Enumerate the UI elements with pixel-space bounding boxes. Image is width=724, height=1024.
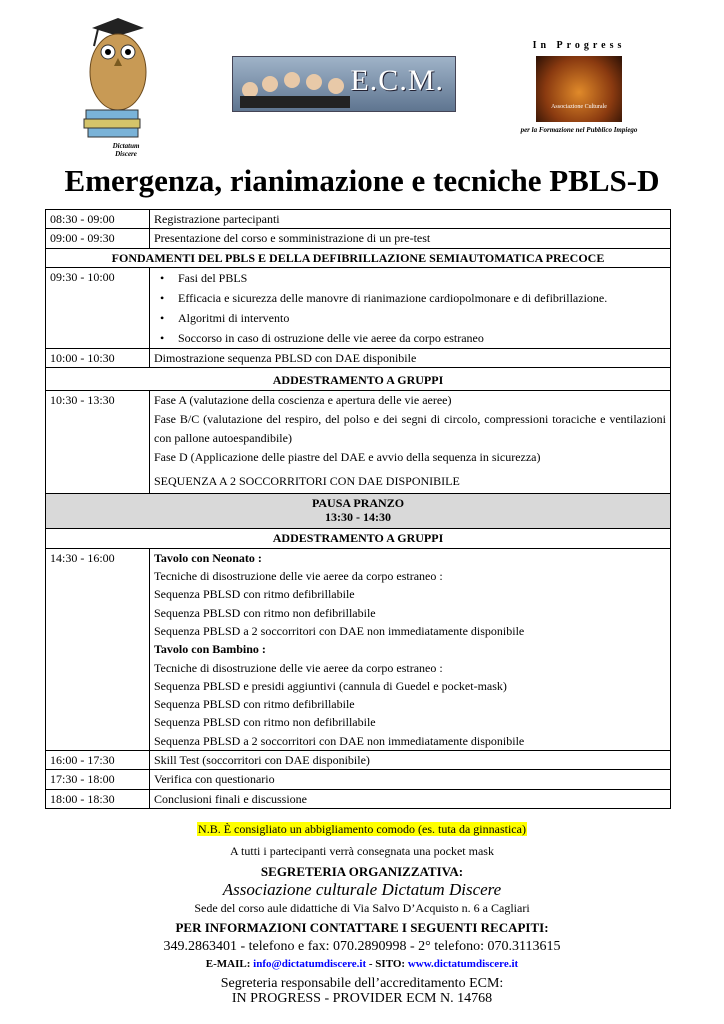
time-cell: 18:00 - 18:30: [46, 789, 150, 808]
table-row: [46, 267, 671, 348]
sede-corso: Sede del corso aule didattiche di Via Salvo D’Acquisto n. 6 a Cagliari: [194, 901, 530, 915]
pocket-mask-note: A tutti i partecipanti verrà consegnata una pocket mask: [230, 844, 494, 858]
website-link[interactable]: www.dictatumdiscere.it: [407, 958, 519, 970]
in-progress-logo: [514, 40, 644, 140]
people-illustration-icon: [236, 60, 354, 108]
sequenza-note: SEQUENZA A 2 SOCCORRITORI CON DAE DISPONIBILE: [154, 474, 460, 489]
fase-d: Fase D (Applicazione delle piastre del DAE e avvio della sequenza in sicurezza): [154, 450, 541, 465]
owl-icon: [78, 14, 158, 160]
time-cell: 16:00 - 17:30: [46, 751, 150, 770]
activity-cell: Presentazione del corso e somministrazione di un pre-test: [150, 229, 671, 248]
time-cell: 14:30 - 16:00: [46, 548, 150, 750]
activity-cell: Skill Test (soccorritori con DAE disponibile): [150, 751, 671, 770]
highlighted-note: N.B. È consigliato un abbigliamento comodo (es. tuta da ginnastica): [198, 822, 526, 836]
left-logo-caption: Dictatum Discere: [112, 142, 140, 158]
pausa-row: [46, 494, 671, 529]
table-row: [46, 548, 671, 750]
table-row: [46, 210, 671, 229]
email-link[interactable]: info@dictatumdiscere.it: [253, 958, 367, 970]
table-row: [46, 770, 671, 789]
fase-a: Fase A (valutazione della coscienza e apertura delle vie aeree): [154, 393, 452, 408]
associazione-name: Associazione culturale Dictatum Discere: [222, 880, 502, 899]
page-title: Emergenza, rianimazione e tecniche PBLS-D: [64, 163, 660, 198]
table-row: [46, 348, 671, 367]
schedule-table: [45, 209, 671, 809]
activity-cell: Conclusioni finali e discussione: [150, 789, 671, 808]
time-cell: 10:30 - 13:30: [46, 391, 150, 494]
in-progress-title: In Progress: [532, 40, 626, 51]
bullet-list: [154, 268, 666, 348]
neonato-title: Tavolo con Neonato :: [154, 550, 262, 565]
in-progress-subtitle: per la Formazione nel Pubblico Impiego: [520, 126, 638, 134]
list-item: Sequenza PBLSD a 2 soccorritori con DAE non immediatamente disponibile: [154, 623, 525, 638]
in-progress-inner-label: Associazione Culturale: [551, 104, 607, 110]
clothing-note: [0, 820, 724, 838]
accreditation-line-1: Segreteria responsabile dell’accreditamento ECM:: [220, 976, 504, 991]
dictatum-discere-logo: [78, 14, 158, 160]
phone-numbers: 349.2863401 - telefono e fax: 070.2890998 - 2° telefono: 070.3113615: [163, 939, 561, 954]
ecm-logo: [232, 56, 454, 110]
list-item: Sequenza PBLSD con ritmo non defibrillabile: [154, 605, 376, 620]
activity-cell: Dimostrazione sequenza PBLSD con DAE disponibile: [150, 348, 671, 367]
section-header: ADDESTRAMENTO A GRUPPI: [46, 368, 671, 391]
time-cell: 08:30 - 09:00: [46, 210, 150, 229]
time-cell: 10:00 - 10:30: [46, 348, 150, 367]
activity-cell: [150, 391, 671, 494]
contact-line: [0, 958, 724, 970]
segreteria-heading: SEGRETERIA ORGANIZZATIVA:: [260, 864, 464, 879]
list-item: • Soccorso in caso di ostruzione delle vie aeree da corpo estraneo: [178, 328, 666, 348]
table-row: [46, 391, 671, 494]
accreditation-block: [0, 976, 724, 1006]
time-cell: 09:00 - 09:30: [46, 229, 150, 248]
pausa-time: 13:30 - 14:30: [325, 510, 391, 525]
activity-cell: Registrazione partecipanti: [150, 210, 671, 229]
activity-cell: Verifica con questionario: [150, 770, 671, 789]
time-cell: 09:30 - 10:00: [46, 267, 150, 348]
section-header-row: [46, 368, 671, 391]
list-item: Sequenza PBLSD a 2 soccorritori con DAE non immediatamente disponibile: [154, 733, 525, 748]
section-header: FONDAMENTI DEL PBLS E DELLA DEFIBRILLAZIONE SEMIAUTOMATICA PRECOCE: [46, 248, 671, 267]
activity-cell: [150, 548, 671, 750]
list-item: Sequenza PBLSD con ritmo non defibrillabile: [154, 715, 376, 730]
activity-cell: [150, 267, 671, 348]
list-item: Tecniche di disostruzione delle vie aeree da corpo estraneo :: [154, 569, 443, 584]
site-label: - SITO:: [368, 958, 406, 970]
list-item: Tecniche di disostruzione delle vie aeree da corpo estraneo :: [154, 660, 443, 675]
ecm-label: E.C.M.: [350, 64, 444, 97]
section-header-row: [46, 248, 671, 267]
list-item: • Fasi del PBLS: [178, 268, 666, 288]
table-row: [46, 751, 671, 770]
table-row: [46, 789, 671, 808]
list-item: Sequenza PBLSD e presidi aggiuntivi (cannula di Guedel e pocket-mask): [154, 678, 507, 693]
section-header: ADDESTRAMENTO A GRUPPI: [46, 529, 671, 548]
list-item: • Efficacia e sicurezza delle manovre di rianimazione cardiopolmonare e di defibrillazione.: [178, 288, 666, 308]
fase-bc: Fase B/C (valutazione del respiro, del polso e dei segni di circolo, compressioni toraciche e ventilazioni con pallone autoespandibile): [154, 412, 666, 446]
list-item: • Algoritmi di intervento: [178, 308, 666, 328]
info-heading: PER INFORMAZIONI CONTATTARE I SEGUENTI RECAPITI:: [175, 920, 549, 935]
pausa-label: PAUSA PRANZO: [311, 496, 405, 511]
section-header-row: [46, 529, 671, 548]
table-row: [46, 229, 671, 248]
accreditation-line-2: IN PROGRESS - PROVIDER ECM N. 14768: [231, 991, 493, 1006]
bambino-title: Tavolo con Bambino :: [154, 642, 266, 657]
pausa-cell: [46, 494, 671, 529]
time-cell: 17:30 - 18:00: [46, 770, 150, 789]
email-label: E-MAIL:: [205, 958, 251, 970]
list-item: Sequenza PBLSD con ritmo defibrillabile: [154, 697, 355, 712]
tree-icon: [536, 56, 622, 122]
list-item: Sequenza PBLSD con ritmo defibrillabile: [154, 587, 355, 602]
